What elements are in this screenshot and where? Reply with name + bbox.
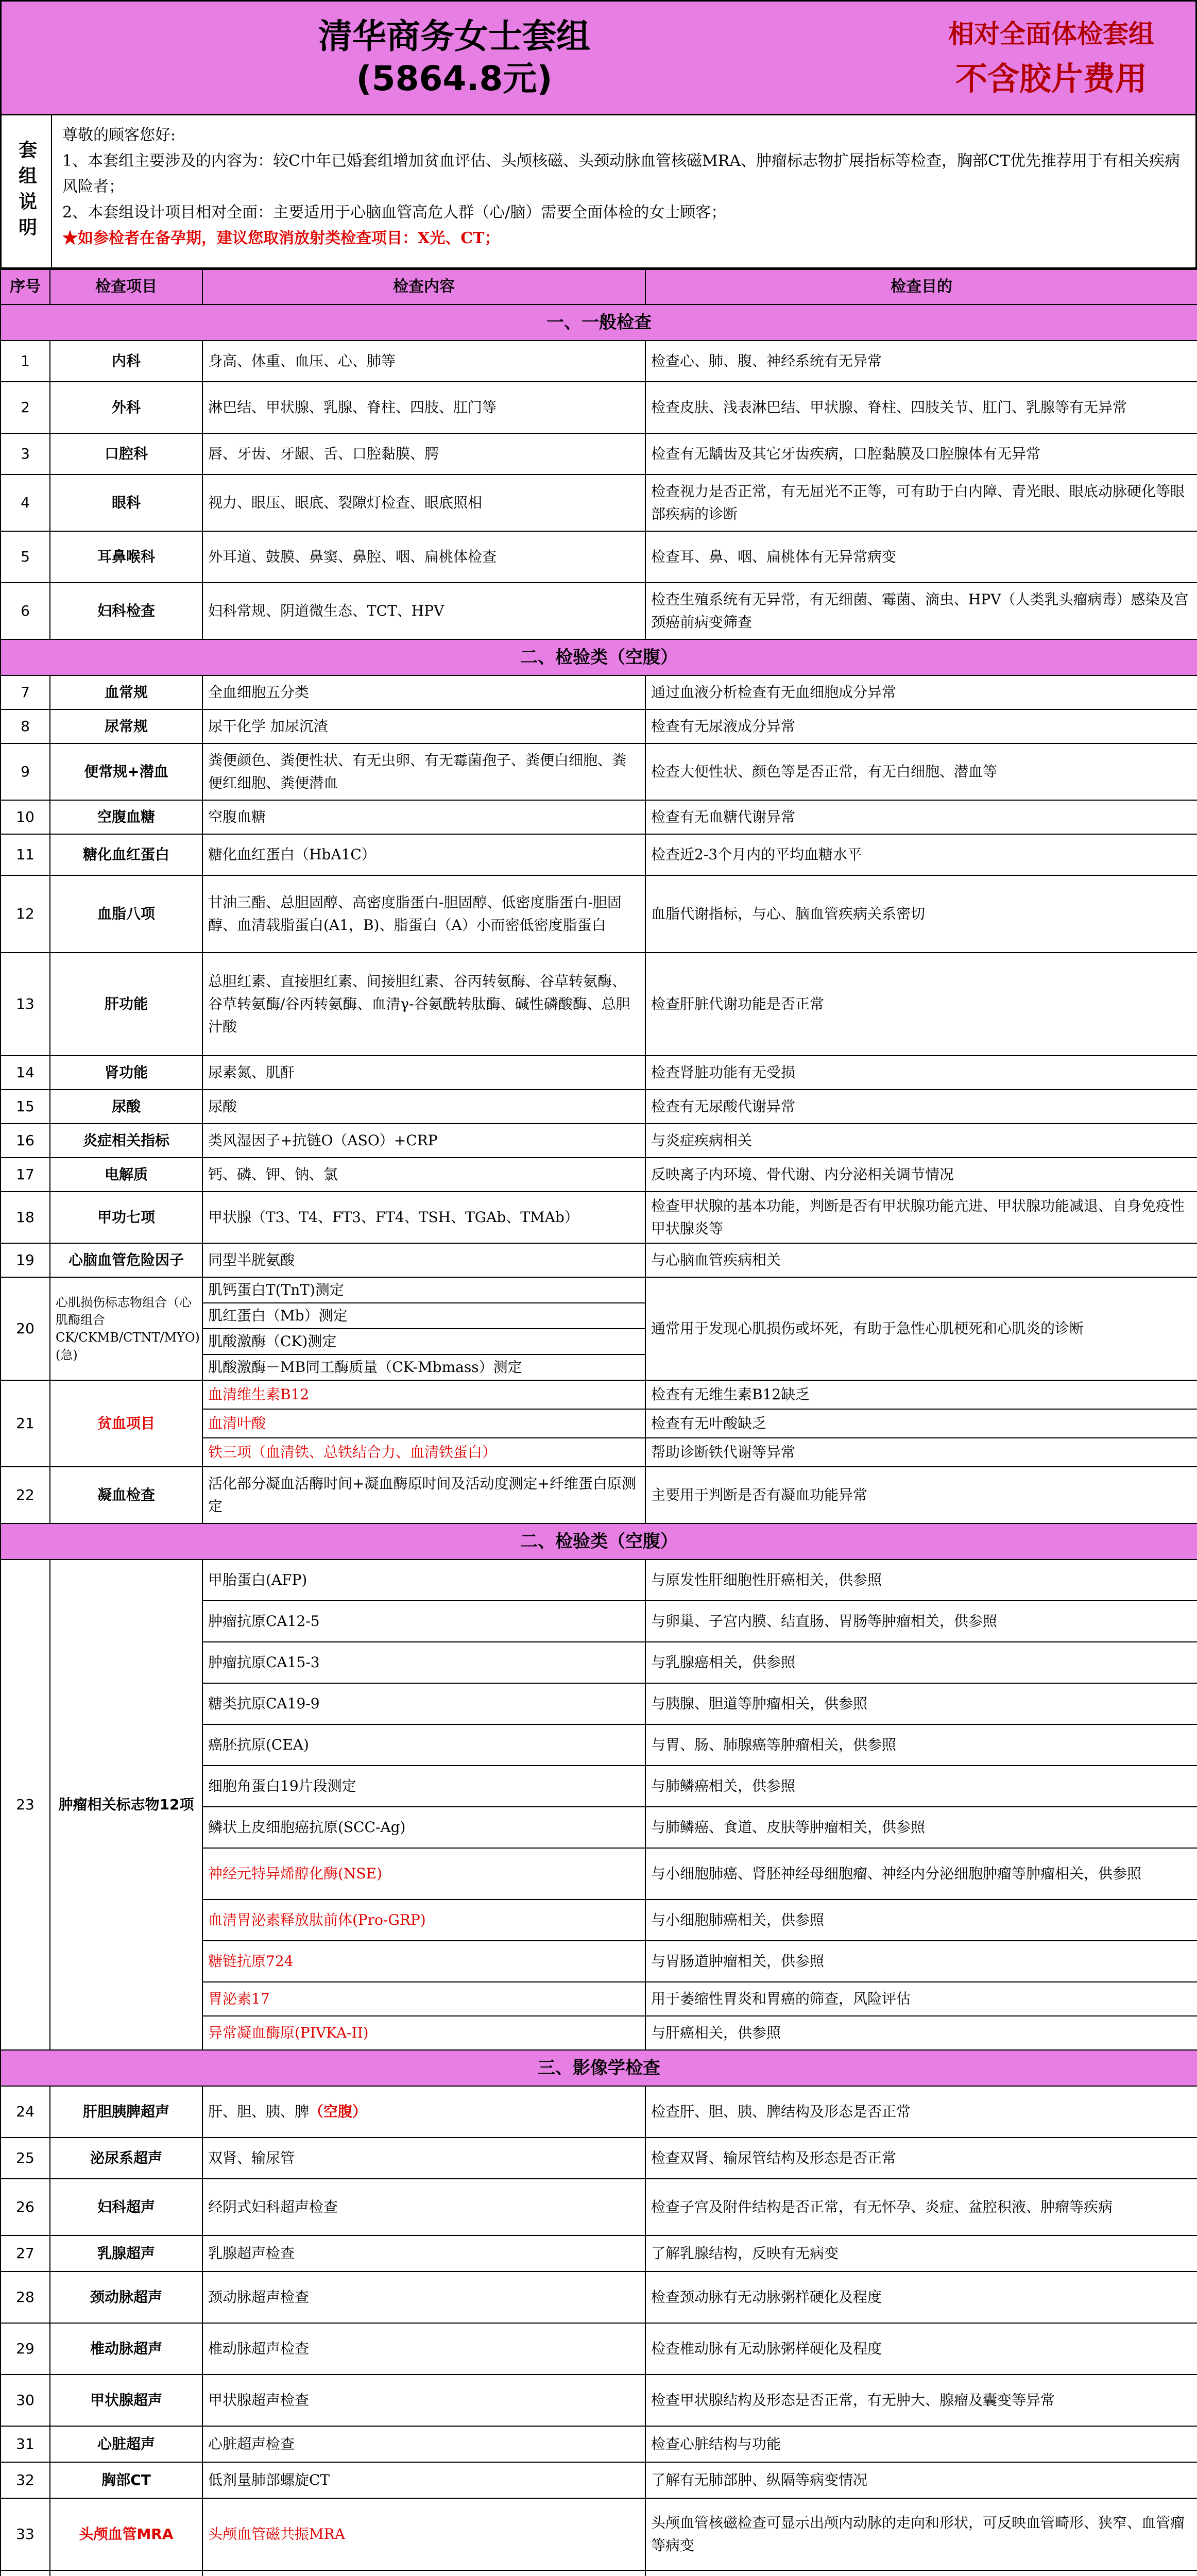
- row-no: 5: [1, 531, 50, 583]
- intro-side-label: [2, 115, 52, 267]
- row-name: [50, 2570, 202, 2576]
- intro-line-2: 2、本套组设计项目相对全面：主要适用于心脑血管高危人群（心/脑）需要全面体检的女士顾客；: [62, 204, 727, 222]
- row-name: 胸部CT: [50, 2462, 202, 2498]
- row-no: 16: [1, 1124, 50, 1158]
- row-no: 31: [1, 2426, 50, 2462]
- row-content: 血清维生素B12: [202, 1380, 645, 1409]
- row-content: 尿干化学 加尿沉渣: [202, 709, 645, 743]
- row-name: 眼科: [50, 474, 202, 531]
- row-no: 2: [1, 382, 50, 433]
- row-content: 甲胎蛋白(AFP): [202, 1560, 645, 1601]
- row-content: 类风湿因子+抗链O（ASO）+CRP: [202, 1124, 645, 1158]
- row-no: 10: [1, 800, 50, 834]
- row-purpose: 与卵巢、子宫内膜、结直肠、胃肠等肿瘤相关，供参照: [645, 1601, 1197, 1642]
- table-row: [1, 800, 1197, 834]
- table-row: [1, 2179, 1197, 2235]
- row-purpose: 血脂代谢指标，与心、脑血管疾病关系密切: [645, 875, 1197, 953]
- package-title: 清华商务女士套组: [318, 16, 590, 56]
- row-content: 甲状腺超声检查: [202, 2375, 645, 2426]
- row-content: 双肾、输尿管: [202, 2138, 645, 2179]
- fasting-tag: （空腹）: [309, 2103, 367, 2120]
- section-title: 二、检验类（空腹）: [1, 639, 1197, 675]
- row-content: 铁三项（血清铁、总铁结合力、血清铁蛋白）: [202, 1438, 645, 1467]
- row-content: 活化部分凝血活酶时间+凝血酶原时间及活动度测定+纤维蛋白原测定: [202, 1467, 645, 1523]
- row-content: 身高、体重、血压、心、肺等: [202, 341, 645, 382]
- row-purpose: 与乳腺癌相关，供参照: [645, 1642, 1197, 1683]
- row-content: 癌胚抗原(CEA): [202, 1724, 645, 1766]
- row-no: 14: [1, 1056, 50, 1090]
- row-name: 肝功能: [50, 953, 202, 1056]
- row-name: 空腹血糖: [50, 800, 202, 834]
- row-content: 淋巴结、甲状腺、乳腺、脊柱、四肢、肛门等: [202, 382, 645, 433]
- row-content: [202, 2086, 645, 2138]
- row-content: 肌酸激酶（CK)测定: [202, 1329, 645, 1354]
- table-row: [1, 2323, 1197, 2375]
- table-row: [1, 2086, 1197, 2138]
- row-content: 尿素氮、肌酐: [202, 1056, 645, 1090]
- row-purpose: 与胰腺、胆道等肿瘤相关，供参照: [645, 1683, 1197, 1724]
- row-content: 血清叶酸: [202, 1409, 645, 1438]
- row-name: 外科: [50, 382, 202, 433]
- row-name: 电解质: [50, 1158, 202, 1192]
- row-purpose: 检查双肾、输尿管结构及形态是否正常: [645, 2138, 1197, 2179]
- row-content: 空腹血糖: [202, 800, 645, 834]
- row-content: 肿瘤抗原CA12-5: [202, 1601, 645, 1642]
- row-content: 乳腺超声检查: [202, 2235, 645, 2272]
- table-row: [1, 1090, 1197, 1124]
- row-no: 3: [1, 433, 50, 474]
- header-badges: [907, 2, 1195, 114]
- row-name: 口腔科: [50, 433, 202, 474]
- table-row: [1, 474, 1197, 531]
- table-row: [1, 433, 1197, 474]
- row-content: 头颅血管磁共振MRA: [202, 2498, 645, 2570]
- table-row: [1, 2138, 1197, 2179]
- table-row: [1, 531, 1197, 583]
- row-purpose: 用于萎缩性胃炎和胃癌的筛查，风险评估: [645, 1982, 1197, 2016]
- row-content: 同型半胱氨酸: [202, 1243, 645, 1277]
- table-row: [1, 2570, 1197, 2576]
- row-content: 钙、磷、钾、钠、氯: [202, 1158, 645, 1192]
- row-name: 妇科检查: [50, 583, 202, 639]
- row-purpose: 检查甲状腺结构及形态是否正常，有无肿大、腺瘤及囊变等异常: [645, 2375, 1197, 2426]
- row-no: 33: [1, 2498, 50, 2570]
- row-purpose: 与小细胞肺癌、肾胚神经母细胞瘤、神经内分泌细胞肿瘤等肿瘤相关，供参照: [645, 1848, 1197, 1900]
- row-purpose: [645, 2570, 1197, 2576]
- table-row: [1, 2375, 1197, 2426]
- row-content: 糖链抗原724: [202, 1941, 645, 1982]
- table-row: [1, 953, 1197, 1056]
- row-no: 15: [1, 1090, 50, 1124]
- row-purpose: 与肺鳞癌相关，供参照: [645, 1766, 1197, 1807]
- intro-line-1: 1、本套组主要涉及的内容为：较C中年已婚套组增加贫血评估、头颅核磁、头颈动脉血管核磁MRA、肿瘤标志物扩展指标等检查，胸部CT优先推荐用于有相关疾病风险者；: [62, 152, 1180, 196]
- table-row: [1, 1158, 1197, 1192]
- badge-no-film: 不含胶片费用: [955, 59, 1147, 97]
- table-row: [1, 583, 1197, 639]
- row-content: 尿酸: [202, 1090, 645, 1124]
- row-content: 血清胃泌素释放肽前体(Pro-GRP): [202, 1900, 645, 1941]
- table-row: [1, 675, 1197, 709]
- row-no: 7: [1, 675, 50, 709]
- row-purpose: 检查视力是否正常，有无屈光不正等，可有助于白内障、青光眼、眼底动脉硬化等眼部疾病的诊断: [645, 474, 1197, 531]
- row-name: 心脑血管危险因子: [50, 1243, 202, 1277]
- table-row: [1, 875, 1197, 953]
- row-purpose: 与胃肠道肿瘤相关，供参照: [645, 1941, 1197, 1982]
- title-block: [2, 2, 907, 114]
- table-row: [1, 2498, 1197, 2570]
- row-content: 鳞状上皮细胞癌抗原(SCC-Ag): [202, 1807, 645, 1848]
- intro-side-text: 套组说明: [15, 140, 37, 243]
- package-price: (5864.8元): [356, 59, 553, 98]
- table-row: [1, 1056, 1197, 1090]
- row-purpose: 检查肾脏功能有无受损: [645, 1056, 1197, 1090]
- table-row: [1, 2462, 1197, 2498]
- row-no: [1, 2570, 50, 2576]
- row-no: 20: [1, 1277, 50, 1380]
- row-content: 肿瘤抗原CA15-3: [202, 1642, 645, 1683]
- row-purpose: 与肺鳞癌、食道、皮肤等肿瘤相关，供参照: [645, 1807, 1197, 1848]
- row-no: 27: [1, 2235, 50, 2272]
- row-content: 肌酸激酶－MB同工酶质量（CK-Mbmass）测定: [202, 1354, 645, 1380]
- table-row: [1, 1467, 1197, 1523]
- row-no: 32: [1, 2462, 50, 2498]
- badge-comprehensive: 相对全面体检套组: [948, 19, 1154, 49]
- row-name: 甲功七项: [50, 1192, 202, 1243]
- table-row: [1, 1124, 1197, 1158]
- row-purpose: 检查子宫及附件结构是否正常，有无怀孕、炎症、盆腔积液、肿瘤等疾病: [645, 2179, 1197, 2235]
- row-content: 甲状腺（T3、T4、FT3、FT4、TSH、TGAb、TMAb）: [202, 1192, 645, 1243]
- header-name: 检查项目: [50, 269, 202, 304]
- row-content: [202, 2570, 645, 2576]
- row-content: 低剂量肺部螺旋CT: [202, 2462, 645, 2498]
- row-content: 经阴式妇科超声检查: [202, 2179, 645, 2235]
- row-content: 全血细胞五分类: [202, 675, 645, 709]
- row-no: 24: [1, 2086, 50, 2138]
- row-name: 炎症相关指标: [50, 1124, 202, 1158]
- row-purpose: 检查有无维生素B12缺乏: [645, 1380, 1197, 1409]
- header-content: 检查内容: [202, 269, 645, 304]
- row-purpose: 检查耳、鼻、咽、扁桃体有无异常病变: [645, 531, 1197, 583]
- row-no: 18: [1, 1192, 50, 1243]
- table-row: [1, 2272, 1197, 2323]
- row-purpose: 检查肝、胆、胰、脾结构及形态是否正常: [645, 2086, 1197, 2138]
- row-purpose: 通过血液分析检查有无血细胞成分异常: [645, 675, 1197, 709]
- row-content: 视力、眼压、眼底、裂隙灯检查、眼底照相: [202, 474, 645, 531]
- table-row: [1, 1277, 1197, 1303]
- table-row: [1, 341, 1197, 382]
- row-purpose: 检查心脏结构与功能: [645, 2426, 1197, 2462]
- row-purpose: 检查生殖系统有无异常，有无细菌、霉菌、滴虫、HPV（人类乳头瘤病毒）感染及宫颈癌前病变筛查: [645, 583, 1197, 639]
- row-content: 心脏超声检查: [202, 2426, 645, 2462]
- header-banner: [0, 0, 1197, 115]
- row-purpose: 检查有无血糖代谢异常: [645, 800, 1197, 834]
- table-row: [1, 709, 1197, 743]
- row-purpose: 主要用于判断是否有凝血功能异常: [645, 1467, 1197, 1523]
- row-content: 妇科常规、阴道微生态、TCT、HPV: [202, 583, 645, 639]
- section-title: 三、影像学检查: [1, 2050, 1197, 2086]
- row-name: 心脏超声: [50, 2426, 202, 2462]
- row-content: 外耳道、鼓膜、鼻窦、鼻腔、咽、扁桃体检查: [202, 531, 645, 583]
- row-name: 椎动脉超声: [50, 2323, 202, 2375]
- row-name: 便常规+潜血: [50, 743, 202, 800]
- section-general: [1, 304, 1197, 341]
- header-no: 序号: [1, 269, 50, 304]
- row-content: 糖化血红蛋白（HbA1C）: [202, 834, 645, 875]
- table-header-row: [1, 269, 1197, 304]
- row-no: 30: [1, 2375, 50, 2426]
- row-content: 粪便颜色、粪便性状、有无虫卵、有无霉菌孢子、粪便白细胞、粪便红细胞、粪便潜血: [202, 743, 645, 800]
- row-no: 9: [1, 743, 50, 800]
- row-name: 血脂八项: [50, 875, 202, 953]
- row-content: 总胆红素、直接胆红素、间接胆红素、谷丙转氨酶、谷草转氨酶、谷草转氨酶/谷丙转氨酶、血清γ-谷氨酰转肽酶、碱性磷酸酶、总胆汁酸: [202, 953, 645, 1056]
- row-content: 甘油三酯、总胆固醇、高密度脂蛋白-胆固醇、低密度脂蛋白-胆固醇、血清载脂蛋白(A1，B)、脂蛋白（A）小而密低密度脂蛋白: [202, 875, 645, 953]
- row-content: 糖类抗原CA19-9: [202, 1683, 645, 1724]
- row-purpose: 反映离子内环境、骨代谢、内分泌相关调节情况: [645, 1158, 1197, 1192]
- row-name: 颈动脉超声: [50, 2272, 202, 2323]
- row-name: 肿瘤相关标志物12项: [50, 1560, 202, 2050]
- row-no: 11: [1, 834, 50, 875]
- row-purpose: 与心脑血管疾病相关: [645, 1243, 1197, 1277]
- row-purpose: 检查甲状腺的基本功能，判断是否有甲状腺功能亢进、甲状腺功能减退、自身免疫性甲状腺炎等: [645, 1192, 1197, 1243]
- table-row: [1, 834, 1197, 875]
- content-text: 肝、胆、胰、脾: [208, 2103, 310, 2120]
- row-purpose: 了解有无肺部肿、纵隔等病变情况: [645, 2462, 1197, 2498]
- row-name: 凝血检查: [50, 1467, 202, 1523]
- exam-table: [0, 269, 1197, 2576]
- row-no: 1: [1, 341, 50, 382]
- table-row: [1, 1243, 1197, 1277]
- row-name: 妇科超声: [50, 2179, 202, 2235]
- row-purpose: 与原发性肝细胞性肝癌相关，供参照: [645, 1560, 1197, 1601]
- row-purpose: 帮助诊断铁代谢等异常: [645, 1438, 1197, 1467]
- row-purpose: 检查有无叶酸缺乏: [645, 1409, 1197, 1438]
- row-no: 12: [1, 875, 50, 953]
- row-content: 异常凝血酶原(PIVKA-II): [202, 2016, 645, 2050]
- table-row: [1, 382, 1197, 433]
- table-row: [1, 1560, 1197, 1601]
- row-purpose: 检查近2-3个月内的平均血糖水平: [645, 834, 1197, 875]
- row-no: 13: [1, 953, 50, 1056]
- row-no: 21: [1, 1380, 50, 1467]
- table-row: [1, 743, 1197, 800]
- row-no: 28: [1, 2272, 50, 2323]
- row-no: 25: [1, 2138, 50, 2179]
- row-no: 6: [1, 583, 50, 639]
- row-no: 4: [1, 474, 50, 531]
- intro-greeting: 尊敬的顾客您好:: [62, 126, 176, 144]
- row-name: 肝胆胰脾超声: [50, 2086, 202, 2138]
- table-row: [1, 2426, 1197, 2462]
- row-purpose: 检查皮肤、浅表淋巴结、甲状腺、脊柱、四肢关节、肛门、乳腺等有无异常: [645, 382, 1197, 433]
- row-purpose: 与小细胞肺癌相关，供参照: [645, 1900, 1197, 1941]
- row-content: 细胞角蛋白19片段测定: [202, 1766, 645, 1807]
- section-title: 一、一般检查: [1, 304, 1197, 341]
- row-content: 胃泌素17: [202, 1982, 645, 2016]
- row-no: 22: [1, 1467, 50, 1523]
- row-name: 内科: [50, 341, 202, 382]
- row-name: 糖化血红蛋白: [50, 834, 202, 875]
- row-purpose: 检查颈动脉有无动脉粥样硬化及程度: [645, 2272, 1197, 2323]
- table-row: [1, 2235, 1197, 2272]
- row-purpose: 与肝癌相关，供参照: [645, 2016, 1197, 2050]
- row-purpose: 头颅血管核磁检查可显示出颅内动脉的走向和形状，可反映血管畸形、狭窄、血管瘤等病变: [645, 2498, 1197, 2570]
- row-purpose: 检查有无尿液成分异常: [645, 709, 1197, 743]
- row-name: 贫血项目: [50, 1380, 202, 1467]
- row-purpose: 检查肝脏代谢功能是否正常: [645, 953, 1197, 1056]
- section-lab-tumor: [1, 1523, 1197, 1560]
- section-title: 二、检验类（空腹）: [1, 1523, 1197, 1560]
- row-content: 神经元特异烯醇化酶(NSE): [202, 1848, 645, 1900]
- row-purpose: 检查有无龋齿及其它牙齿疾病，口腔黏膜及口腔腺体有无异常: [645, 433, 1197, 474]
- row-name: 肾功能: [50, 1056, 202, 1090]
- row-purpose: 通常用于发现心肌损伤或坏死，有助于急性心肌梗死和心肌炎的诊断: [645, 1277, 1197, 1380]
- row-content: 颈动脉超声检查: [202, 2272, 645, 2323]
- package-intro: [0, 115, 1197, 269]
- row-no: 29: [1, 2323, 50, 2375]
- table-row: [1, 1380, 1197, 1409]
- row-no: 26: [1, 2179, 50, 2235]
- row-content: 椎动脉超声检查: [202, 2323, 645, 2375]
- row-no: 17: [1, 1158, 50, 1192]
- row-name: 心肌损伤标志物组合（心肌酶组合CK/CKMB/CTNT/MYO)(急): [50, 1277, 202, 1380]
- row-name: 头颅血管MRA: [50, 2498, 202, 2570]
- row-no: 23: [1, 1560, 50, 2050]
- row-purpose: 检查心、肺、腹、神经系统有无异常: [645, 341, 1197, 382]
- row-name: 乳腺超声: [50, 2235, 202, 2272]
- row-no: 19: [1, 1243, 50, 1277]
- row-name: 尿常规: [50, 709, 202, 743]
- intro-warning: ★如参检者在备孕期，建议您取消放射类检查项目：X光、CT；: [62, 229, 500, 247]
- row-content: 唇、牙齿、牙龈、舌、口腔黏膜、腭: [202, 433, 645, 474]
- row-name: 血常规: [50, 675, 202, 709]
- row-name: 耳鼻喉科: [50, 531, 202, 583]
- row-name: 尿酸: [50, 1090, 202, 1124]
- row-name: 泌尿系超声: [50, 2138, 202, 2179]
- row-name: 甲状腺超声: [50, 2375, 202, 2426]
- section-imaging: [1, 2050, 1197, 2086]
- row-content: 肌红蛋白（Mb）测定: [202, 1303, 645, 1329]
- section-lab: [1, 639, 1197, 675]
- header-purpose: 检查目的: [645, 269, 1197, 304]
- row-purpose: 与炎症疾病相关: [645, 1124, 1197, 1158]
- table-row: [1, 1192, 1197, 1243]
- row-no: 8: [1, 709, 50, 743]
- row-purpose: 检查有无尿酸代谢异常: [645, 1090, 1197, 1124]
- row-purpose: 了解乳腺结构，反映有无病变: [645, 2235, 1197, 2272]
- row-purpose: 检查椎动脉有无动脉粥样硬化及程度: [645, 2323, 1197, 2375]
- row-purpose: 检查大便性状、颜色等是否正常，有无白细胞、潜血等: [645, 743, 1197, 800]
- intro-body: [52, 115, 1195, 267]
- row-content: 肌钙蛋白T(TnT)测定: [202, 1277, 645, 1303]
- row-purpose: 与胃、肠、肺腺癌等肿瘤相关，供参照: [645, 1724, 1197, 1766]
